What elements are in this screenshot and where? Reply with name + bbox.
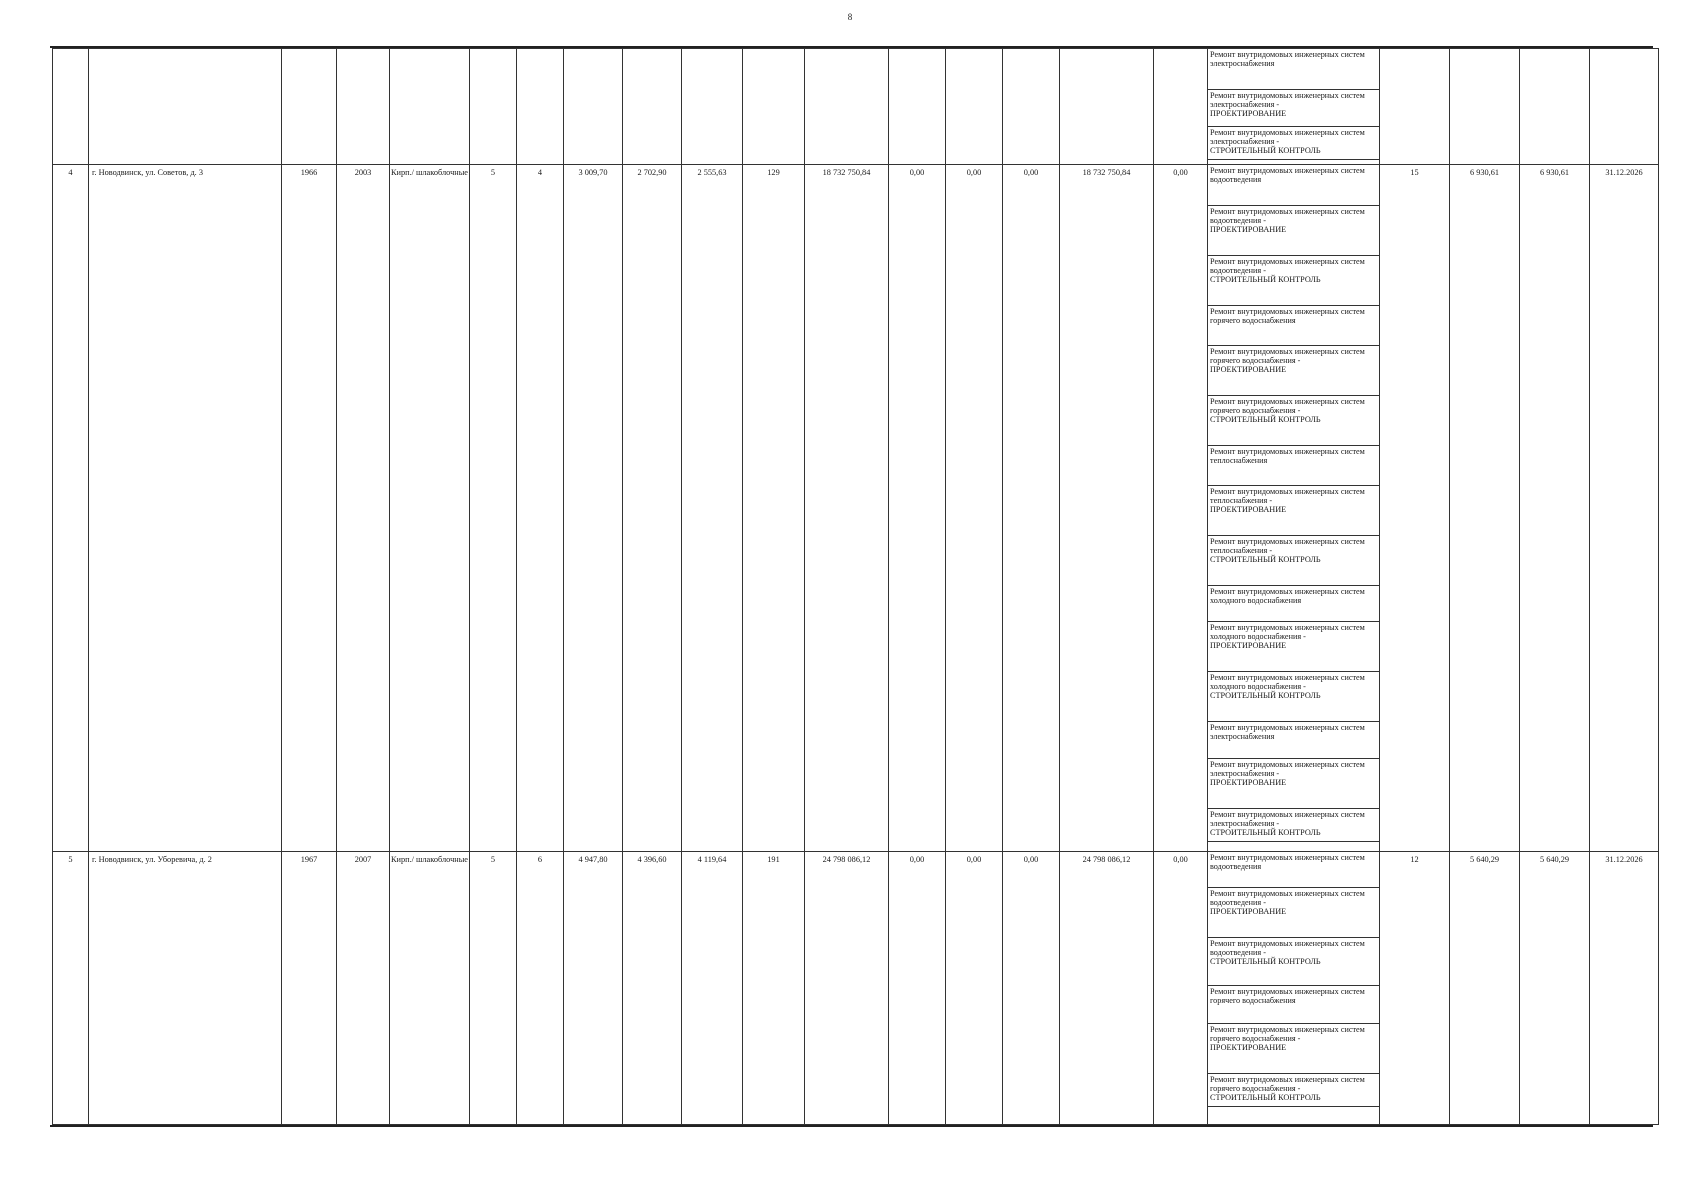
cell-address: г. Новодвинск, ул. Советов, д. 3 <box>89 165 282 852</box>
work-item: Ремонт внутридомовых инженерных систем теплоснабжения - ПРОЕКТИРОВАНИЕ <box>1208 485 1379 535</box>
cell-entrances: 6 <box>517 852 564 1125</box>
cell-empty <box>1590 49 1659 165</box>
work-item: Ремонт внутридомовых инженерных систем электроснабжения - СТРОИТЕЛЬНЫЙ КОНТРОЛЬ <box>1208 126 1379 159</box>
cell-specific-cost: 5 640,29 <box>1450 852 1520 1125</box>
cell-year-built: 1967 <box>282 852 337 1125</box>
work-item: Ремонт внутридомовых инженерных систем водоотведения <box>1208 852 1379 887</box>
page-number: 8 <box>847 12 853 22</box>
work-item: Ремонт внутридомовых инженерных систем водоотведения <box>1208 165 1379 205</box>
cell-wall-material: Кирп./ шлакоблочные <box>390 852 470 1125</box>
table-row-house-5 <box>53 852 1659 1125</box>
works-cell <box>1208 852 1380 1125</box>
work-item: Ремонт внутридомовых инженерных систем горячего водоснабжения <box>1208 985 1379 1023</box>
works-list <box>1208 852 1379 1107</box>
cell-floors: 5 <box>470 852 517 1125</box>
cell-premises-area: 2 702,90 <box>623 165 682 852</box>
cell-living-area: 2 555,63 <box>682 165 743 852</box>
cell-empty <box>470 49 517 165</box>
cell-deadline: 31.12.2026 <box>1590 165 1659 852</box>
cell-other-funds: 0,00 <box>1154 165 1208 852</box>
cell-num: 5 <box>53 852 89 1125</box>
cell-year-built: 1966 <box>282 165 337 852</box>
work-item: Ремонт внутридомовых инженерных систем водоотведения - СТРОИТЕЛЬНЫЙ КОНТРОЛЬ <box>1208 255 1379 305</box>
cell-empty <box>390 49 470 165</box>
work-item: Ремонт внутридомовых инженерных систем теплоснабжения - СТРОИТЕЛЬНЫЙ КОНТРОЛЬ <box>1208 535 1379 585</box>
work-item: Ремонт внутридомовых инженерных систем горячего водоснабжения - СТРОИТЕЛЬНЫЙ КОНТРОЛЬ <box>1208 395 1379 445</box>
cell-empty <box>337 49 390 165</box>
cell-address: г. Новодвинск, ул. Уборевича, д. 2 <box>89 852 282 1125</box>
cell-entrances: 4 <box>517 165 564 852</box>
work-item: Ремонт внутридомовых инженерных систем электроснабжения <box>1208 49 1379 89</box>
cell-empty <box>623 49 682 165</box>
cell-empty <box>1520 49 1590 165</box>
work-item: Ремонт внутридомовых инженерных систем холодного водоснабжения <box>1208 585 1379 621</box>
cell-empty <box>1060 49 1154 165</box>
cell-total-area: 4 947,80 <box>564 852 623 1125</box>
works-cell <box>1208 165 1380 852</box>
cell-empty <box>517 49 564 165</box>
work-item: Ремонт внутридомовых инженерных систем теплоснабжения <box>1208 445 1379 485</box>
bottom-rule <box>50 1125 1653 1127</box>
cell-local-budget: 0,00 <box>1003 165 1060 852</box>
cell-premises-area: 4 396,60 <box>623 852 682 1125</box>
work-item: Ремонт внутридомовых инженерных систем электроснабжения <box>1208 721 1379 758</box>
cell-empty <box>889 49 946 165</box>
cell-owners-funds: 18 732 750,84 <box>1060 165 1154 852</box>
cell-deadline: 31.12.2026 <box>1590 852 1659 1125</box>
work-item: Ремонт внутридомовых инженерных систем горячего водоснабжения <box>1208 305 1379 345</box>
cell-other-funds: 0,00 <box>1154 852 1208 1125</box>
cell-fund-support: 0,00 <box>889 165 946 852</box>
work-item: Ремонт внутридомовых инженерных систем холодного водоснабжения - ПРОЕКТИРОВАНИЕ <box>1208 621 1379 671</box>
cell-total-cost: 24 798 086,12 <box>805 852 889 1125</box>
cell-residents: 191 <box>743 852 805 1125</box>
work-item: Ремонт внутридомовых инженерных систем электроснабжения - СТРОИТЕЛЬНЫЙ КОНТРОЛЬ <box>1208 808 1379 841</box>
cell-local-budget: 0,00 <box>1003 852 1060 1125</box>
cell-empty <box>743 49 805 165</box>
cell-owners-funds: 24 798 086,12 <box>1060 852 1154 1125</box>
table-row-house-4 <box>53 165 1659 852</box>
cell-empty <box>1380 49 1450 165</box>
cell-unit-count: 15 <box>1380 165 1450 852</box>
cell-max-cost: 5 640,29 <box>1520 852 1590 1125</box>
work-item: Ремонт внутридомовых инженерных систем горячего водоснабжения - ПРОЕКТИРОВАНИЕ <box>1208 1023 1379 1073</box>
overhaul-register-table <box>52 48 1659 1125</box>
work-item: Ремонт внутридомовых инженерных систем водоотведения - СТРОИТЕЛЬНЫЙ КОНТРОЛЬ <box>1208 937 1379 985</box>
cell-regional-budget: 0,00 <box>946 852 1003 1125</box>
cell-empty <box>564 49 623 165</box>
work-item: Ремонт внутридомовых инженерных систем водоотведения - ПРОЕКТИРОВАНИЕ <box>1208 887 1379 937</box>
works-list <box>1208 49 1379 160</box>
cell-unit-count: 12 <box>1380 852 1450 1125</box>
cell-empty <box>805 49 889 165</box>
cell-empty <box>946 49 1003 165</box>
cell-year-overhaul: 2003 <box>337 165 390 852</box>
continuation-row <box>53 49 1659 165</box>
cell-total-area: 3 009,70 <box>564 165 623 852</box>
cell-max-cost: 6 930,61 <box>1520 165 1590 852</box>
work-item: Ремонт внутридомовых инженерных систем электроснабжения - ПРОЕКТИРОВАНИЕ <box>1208 758 1379 808</box>
work-item: Ремонт внутридомовых инженерных систем горячего водоснабжения - СТРОИТЕЛЬНЫЙ КОНТРОЛЬ <box>1208 1073 1379 1106</box>
cell-empty <box>1154 49 1208 165</box>
cell-num: 4 <box>53 165 89 852</box>
cell-fund-support: 0,00 <box>889 852 946 1125</box>
cell-empty <box>682 49 743 165</box>
cell-regional-budget: 0,00 <box>946 165 1003 852</box>
cell-specific-cost: 6 930,61 <box>1450 165 1520 852</box>
work-item: Ремонт внутридомовых инженерных систем горячего водоснабжения - ПРОЕКТИРОВАНИЕ <box>1208 345 1379 395</box>
cell-total-cost: 18 732 750,84 <box>805 165 889 852</box>
work-item: Ремонт внутридомовых инженерных систем водоотведения - ПРОЕКТИРОВАНИЕ <box>1208 205 1379 255</box>
cell-living-area: 4 119,64 <box>682 852 743 1125</box>
cell-empty <box>282 49 337 165</box>
cell-floors: 5 <box>470 165 517 852</box>
cell-residents: 129 <box>743 165 805 852</box>
work-item: Ремонт внутридомовых инженерных систем электроснабжения - ПРОЕКТИРОВАНИЕ <box>1208 89 1379 126</box>
cell-empty <box>53 49 89 165</box>
cell-empty <box>1450 49 1520 165</box>
work-item: Ремонт внутридомовых инженерных систем холодного водоснабжения - СТРОИТЕЛЬНЫЙ КОНТРОЛЬ <box>1208 671 1379 721</box>
cell-empty <box>89 49 282 165</box>
works-cell <box>1208 49 1380 165</box>
cell-year-overhaul: 2007 <box>337 852 390 1125</box>
cell-wall-material: Кирп./ шлакоблочные <box>390 165 470 852</box>
cell-empty <box>1003 49 1060 165</box>
works-list <box>1208 165 1379 842</box>
